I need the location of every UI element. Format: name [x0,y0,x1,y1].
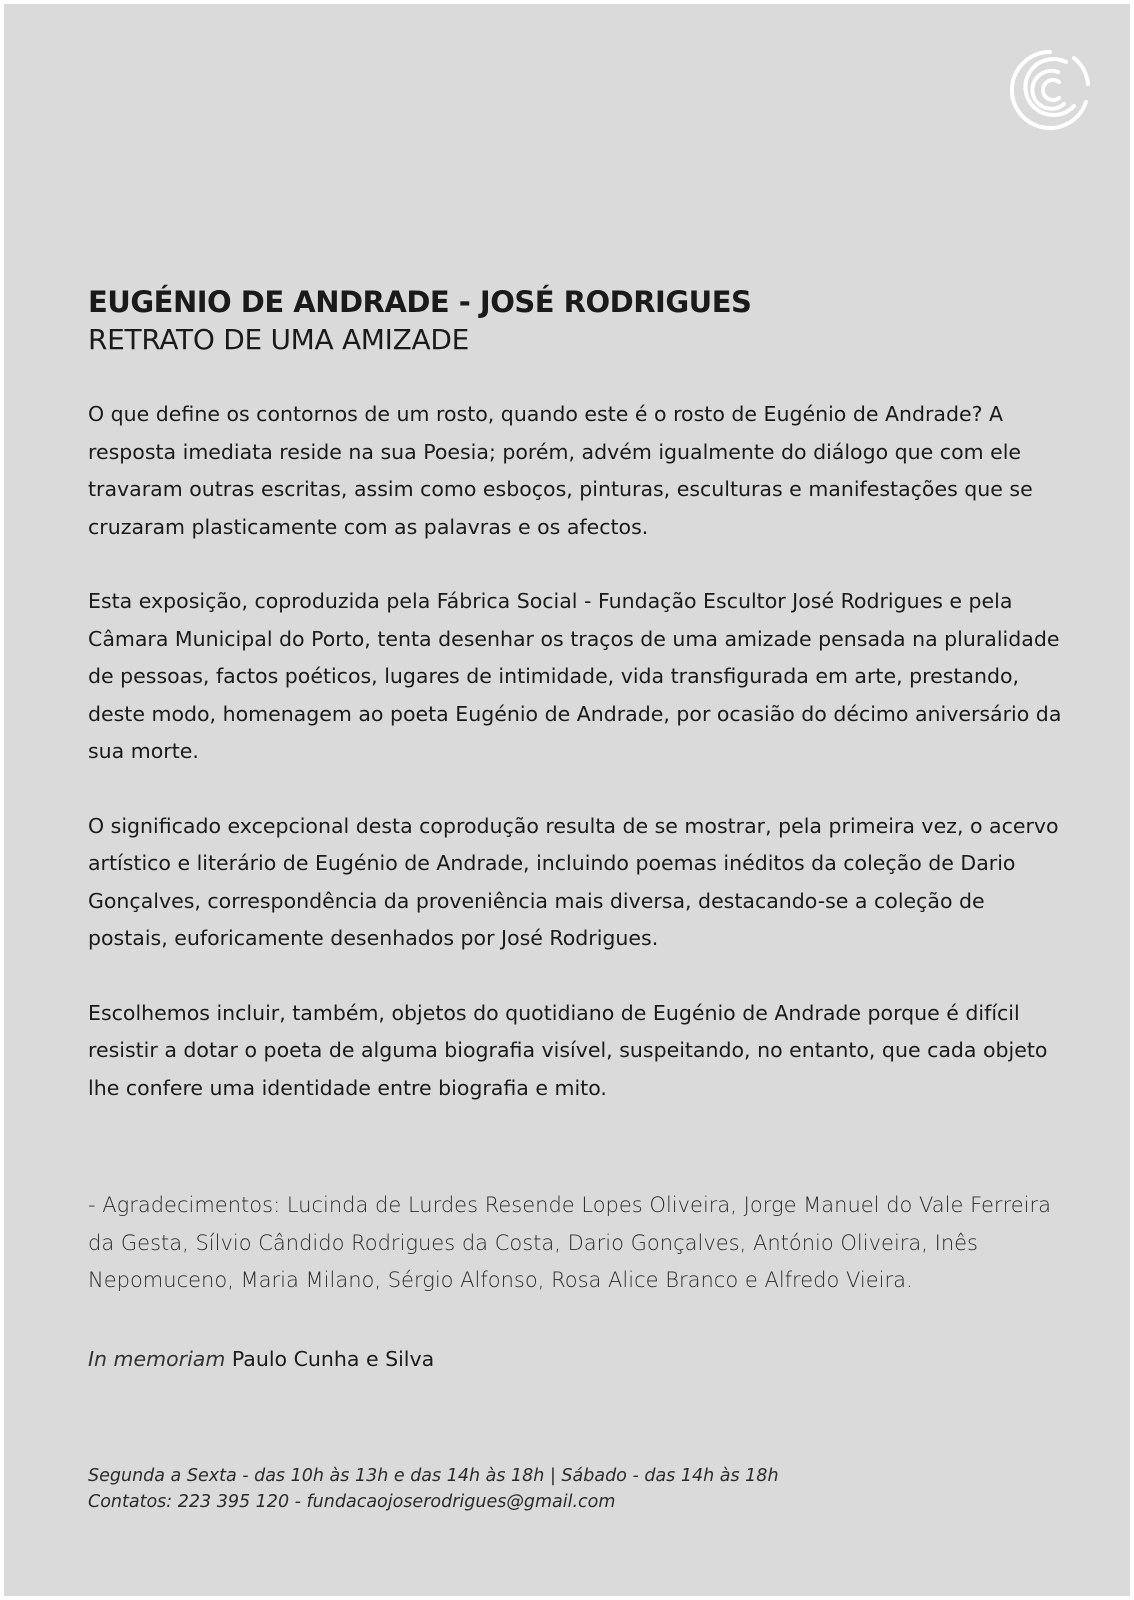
contacts: Contatos: 223 395 120 - fundacaojoserodrigues@gmail.com [88,1492,616,1512]
in-memoriam-prefix: In memoriam [88,1346,226,1371]
paragraph-2: Esta exposição, coproduzida pela Fábrica Social - Fundação Escultor José Rodrigues e pela Câmara Municipal do Porto, tenta desenhar os traços de uma amizade pensada na pluralidade de pessoas, factos poéticos, lugares de intimidade, vida transfigurada em arte, prestando, deste modo, homenagem ao poeta Eugénio de Andrade, por ocasião do décimo aniversário da sua morte. [88,589,1062,763]
main-content [88,284,1068,1378]
page-subtitle: RETRATO DE UMA AMIZADE [88,323,470,356]
opening-hours: Segunda a Sexta - das 10h às 13h e das 14h às 18h | Sábado - das 14h às 18h [88,1466,779,1486]
page-title: EUGÉNIO DE ANDRADE - JOSÉ RODRIGUES [88,285,752,319]
paragraph-4: Escolhemos incluir, também, objetos do quotidiano de Eugénio de Andrade porque é difícil resistir a dotar o poeta de alguma biografia visível, suspeitando, no entanto, que cada objeto lhe confere uma identidade entre biografia e mito. [88,1000,1048,1100]
in-memoriam [88,1340,1068,1378]
paragraph-1: O que define os contornos de um rosto, quando este é o rosto de Eugénio de Andrade? A resposta imediata reside na sua Poesia; porém, advém igualmente do diálogo que com ele travaram outras escritas, assim como esboços, pinturas, esculturas e manifestações que se cruzaram plasticamente com as palavras e os afectos. [88,402,1033,539]
in-memoriam-name: Paulo Cunha e Silva [231,1346,435,1371]
spiral-c-logo-icon [1008,48,1092,132]
acknowledgements: - Agradecimentos: Lucinda de Lurdes Resende Lopes Oliveira, Jorge Manuel do Vale Ferreira da Gesta, Sílvio Cândido Rodrigues da Costa, Dario Gonçalves, António Oliveira, Inês Nepomuceno, Maria Milano, Sérgio Alfonso, Rosa Alice Branco e Alfredo Vieira. [88,1193,1051,1292]
flyer-page [4,4,1130,1596]
paragraph-3: O significado excepcional desta coprodução resulta de se mostrar, pela primeira vez, o acervo artístico e literário de Eugénio de Andrade, incluindo poemas inéditos da coleção de Dario Gonçalves, correspondência da proveniência mais diversa, destacando-se a coleção de postais, euforicamente desenhados por José Rodrigues. [88,813,1059,950]
footer [88,1463,1068,1515]
